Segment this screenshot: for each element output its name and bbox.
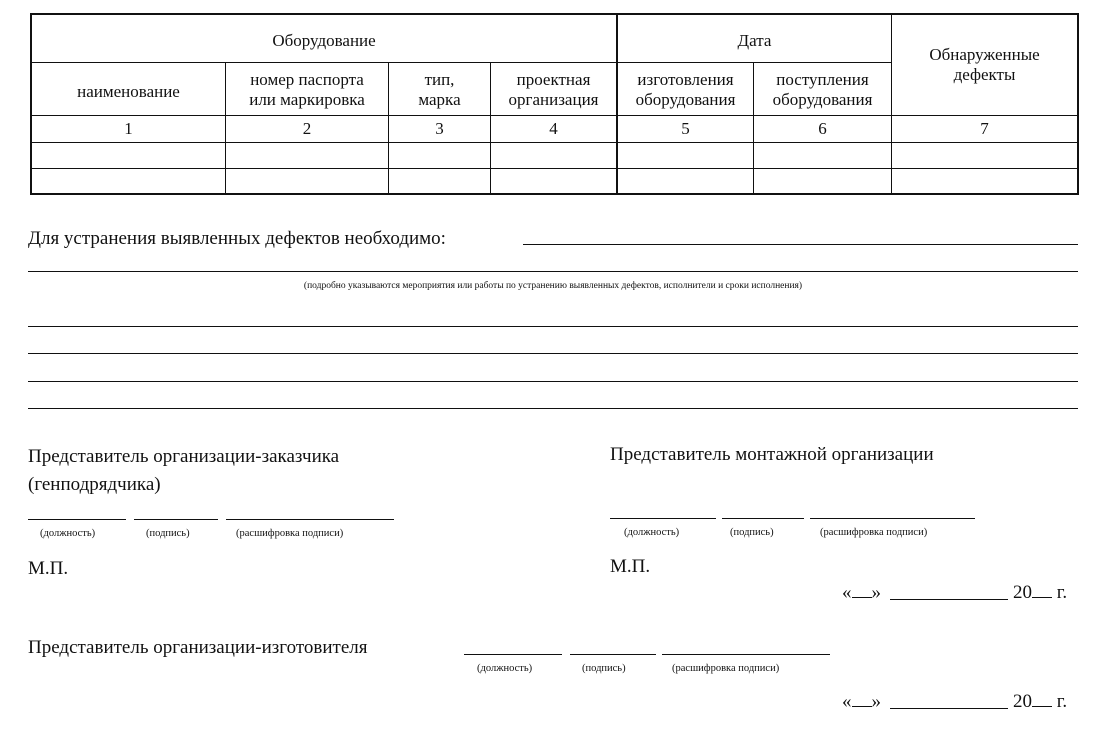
date-field-2 — [842, 691, 881, 713]
customer-seal: М.П. — [28, 558, 69, 579]
date-2-day-blank[interactable] — [852, 692, 872, 707]
col-number-7: 7 — [980, 119, 989, 138]
numbers-bottom-line — [32, 142, 1077, 143]
header-defects-line2: дефекты — [953, 65, 1016, 84]
date-1-quote-open: « — [842, 582, 852, 603]
date-2-quote-close: » — [871, 691, 881, 712]
header-bottom-line — [32, 115, 1077, 116]
header-passport — [226, 70, 388, 110]
manufacturer-title: Представитель организации-изготовителя — [28, 637, 368, 658]
remedy-fill-line-3[interactable] — [28, 326, 1078, 327]
col-number-5: 5 — [681, 119, 690, 138]
header-name: наименование — [77, 82, 180, 101]
date-1-quote-close: » — [871, 582, 881, 603]
installer-title: Представитель монтажной организации — [610, 444, 934, 465]
installer-decoding-line[interactable] — [810, 518, 975, 519]
col-number-6: 6 — [818, 119, 827, 138]
customer-position-caption: (должность) — [40, 528, 96, 539]
header-arrival-date — [754, 70, 891, 110]
manufacturer-decoding-line[interactable] — [662, 654, 830, 655]
header-defects — [892, 45, 1077, 85]
customer-title-line1: Представитель организации-заказчика — [28, 446, 340, 467]
customer-signature-line[interactable] — [134, 519, 218, 520]
date-field-2-year — [1013, 691, 1067, 713]
customer-decoding-caption: (расшифровка подписи) — [236, 528, 344, 539]
installer-position-line[interactable] — [610, 518, 716, 519]
col-number-2: 2 — [302, 119, 312, 138]
date-2-year-blank[interactable] — [1032, 692, 1052, 707]
remedy-fill-line-1[interactable] — [523, 244, 1078, 245]
header-manufacture-date — [618, 70, 753, 110]
date-1-day-blank[interactable] — [852, 583, 872, 598]
header-divider-line — [32, 62, 891, 63]
col-divider-6 — [891, 15, 892, 193]
header-type-line2: марка — [418, 90, 461, 109]
header-arrival-line2: оборудования — [772, 90, 873, 109]
date-1-year-prefix: 20 — [1013, 582, 1032, 603]
header-type-line1: тип, — [424, 70, 455, 89]
remedy-fill-line-5[interactable] — [28, 381, 1078, 382]
customer-position-line[interactable] — [28, 519, 126, 520]
date-2-year-suffix: г. — [1056, 691, 1068, 712]
header-manufacture-line2: оборудования — [635, 90, 736, 109]
date-1-year-blank[interactable] — [1032, 583, 1052, 598]
date-1-year-suffix: г. — [1056, 582, 1068, 603]
header-passport-line1: номер паспорта — [250, 70, 364, 89]
installer-seal: М.П. — [610, 556, 651, 577]
header-equipment: Оборудование — [272, 31, 376, 50]
installer-position-caption: (должность) — [624, 527, 680, 538]
col-number-1: 1 — [124, 119, 133, 138]
manufacturer-decoding-caption: (расшифровка подписи) — [672, 663, 780, 674]
customer-signature-caption: (подпись) — [146, 528, 190, 539]
date-1-month-line[interactable] — [890, 599, 1008, 600]
installer-signature-caption: (подпись) — [730, 527, 774, 538]
date-2-month-line[interactable] — [890, 708, 1008, 709]
manufacturer-signature-caption: (подпись) — [582, 663, 626, 674]
header-date: Дата — [737, 31, 772, 50]
equipment-table — [30, 13, 1079, 195]
date-field-1 — [842, 582, 881, 604]
installer-decoding-caption: (расшифровка подписи) — [820, 527, 928, 538]
manufacturer-position-caption: (должность) — [477, 663, 533, 674]
installer-signature-line[interactable] — [722, 518, 804, 519]
date-2-year-prefix: 20 — [1013, 691, 1032, 712]
manufacturer-signature-line[interactable] — [570, 654, 656, 655]
row-divider-line — [32, 168, 1077, 169]
header-arrival-line1: поступления — [776, 70, 869, 89]
customer-title-line2: (генподрядчика) — [28, 474, 161, 495]
header-passport-line2: или маркировка — [249, 90, 365, 109]
header-type — [389, 70, 490, 110]
header-project-org — [491, 70, 616, 110]
remedy-fill-line-6[interactable] — [28, 408, 1078, 409]
remedy-fill-line-2[interactable] — [28, 271, 1078, 272]
remedy-note: (подробно указываются мероприятия или работы по устранению выявленных дефектов, исполнители и сроки исполнения) — [303, 281, 803, 291]
header-project-org-line2: организация — [508, 90, 599, 109]
remedy-fill-line-4[interactable] — [28, 353, 1078, 354]
date-field-1-year — [1013, 582, 1067, 604]
customer-decoding-line[interactable] — [226, 519, 394, 520]
col-number-4: 4 — [549, 119, 558, 138]
header-project-org-line1: проектная — [516, 70, 591, 89]
manufacturer-position-line[interactable] — [464, 654, 562, 655]
header-manufacture-line1: изготовления — [637, 70, 734, 89]
date-2-quote-open: « — [842, 691, 852, 712]
remedy-label: Для устранения выявленных дефектов необходимо: — [28, 228, 446, 249]
col-number-3: 3 — [435, 119, 444, 138]
header-defects-line1: Обнаруженные — [929, 45, 1040, 64]
